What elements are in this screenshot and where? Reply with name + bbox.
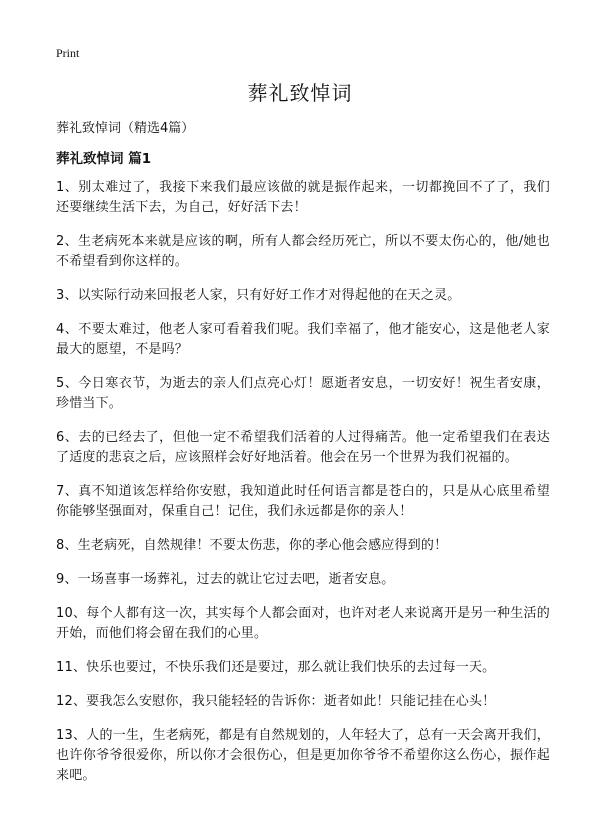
paragraph-item: 7、真不知道该怎样给你安慰，我知道此时任何语言都是苍白的，只是从心底里希望你能够坚强面对，保重自己！记住，我们永远都是你的亲人！: [56, 484, 550, 519]
document-subtitle: 葬礼致悼词（精选4篇）: [56, 121, 195, 136]
paragraph-item: 3、以实际行动来回报老人家，只有好好工作才对得起他的在天之灵。: [56, 288, 461, 303]
paragraph-item: 2、生老病死本来就是应该的啊，所有人都会经历死亡，所以不要太伤心的，他/她也不希望看到你这样的。: [56, 234, 550, 269]
paragraph-item: 11、快乐也要过，不快乐我们还是要过，那么就让我们快乐的去过每一天。: [56, 660, 496, 675]
paragraph-item: 9、一场喜事一场葬礼，过去的就让它过去吧，逝者安息。: [56, 572, 395, 587]
print-label: Print: [56, 46, 80, 60]
paragraph-item: 8、生老病死，自然规律！不要太伤悲，你的孝心他会感应得到的！: [56, 538, 448, 553]
paragraph-item: 13、人的一生，生老病死，都是有自然规划的，人年轻大了，总有一天会离开我们，也许你爷爷很爱你，所以你才会很伤心，但是更加你爷爷不希望你这么伤心，振作起来吧。: [56, 728, 550, 783]
paragraph-item: 4、不要太难过，他老人家可看着我们呢。我们幸福了，他才能安心，这是他老人家最大的愿望，不是吗？: [56, 322, 550, 357]
paragraph-item: 10、每个人都有这一次，其实每个人都会面对，也许对老人来说离开是另一种生活的开始，而他们将会留在我们的心里。: [56, 606, 550, 641]
section-heading: 葬礼致悼词 篇1: [56, 151, 152, 167]
paragraph-item: 5、今日寒衣节，为逝去的亲人们点亮心灯！愿逝者安息，一切安好！祝生者安康，珍惜当下。: [56, 376, 550, 411]
paragraph-item: 1、别太难过了，我接下来我们最应该做的就是振作起来，一切都挽回不了了，我们还要继续生活下去，为自己，好好活下去！: [56, 180, 550, 215]
paragraph-item: 6、去的已经去了，但他一定不希望我们活着的人过得痛苦。他一定希望我们在表达了适度的悲哀之后，应该照样会好好地活着。他会在另一个世界为我们祝福的。: [56, 430, 550, 465]
page-title: 葬礼致悼词: [247, 81, 353, 105]
paragraph-item: 12、要我怎么安慰你，我只能轻轻的告诉你：逝者如此！只能记挂在心头！: [56, 694, 496, 709]
paragraph-list: [56, 178, 550, 800]
